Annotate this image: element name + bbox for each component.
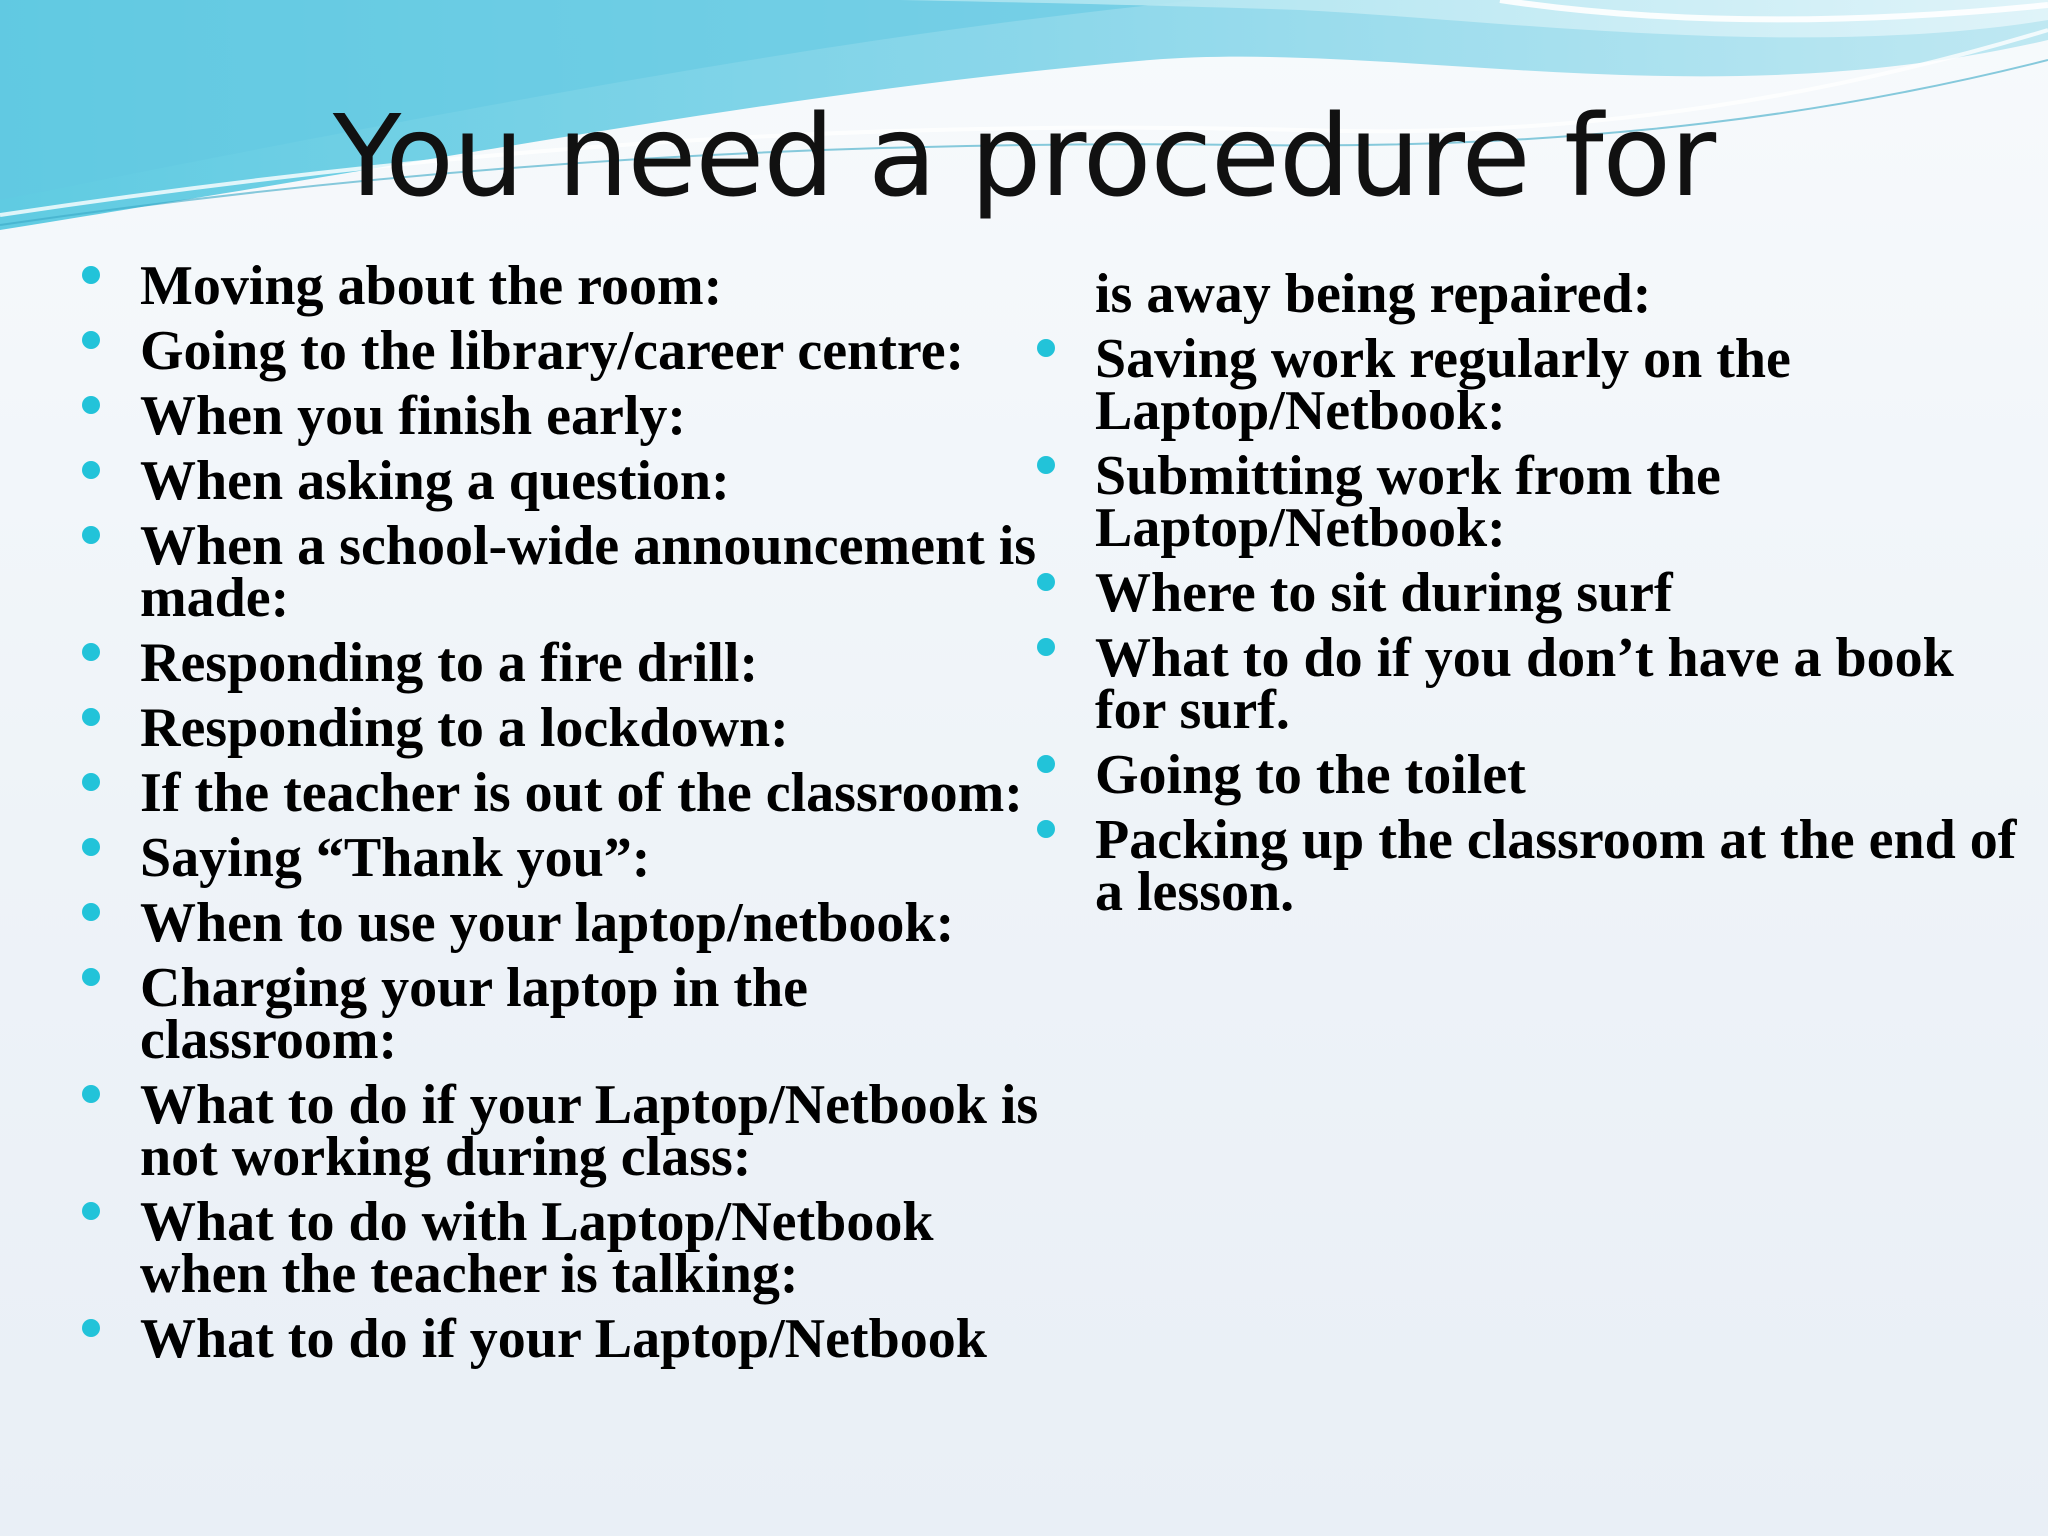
list-item	[80, 255, 1040, 317]
bullet-icon	[80, 522, 104, 546]
list-item-text: When you finish early:	[140, 385, 687, 447]
bullet-icon	[80, 964, 104, 988]
bullet-icon	[80, 769, 104, 793]
list-item-text: What to do if your Laptop/Netbook	[140, 1308, 987, 1370]
list-item-text: What to do with Laptop/Netbook when the teacher is talking:	[140, 1191, 934, 1305]
list-item	[80, 697, 1040, 759]
list-item-text: Charging your laptop in the classroom:	[140, 957, 808, 1071]
list-item	[80, 515, 1040, 629]
list-item-text: When to use your laptop/netbook:	[140, 892, 955, 954]
bullet-icon	[80, 262, 104, 286]
bullet-icon	[80, 1315, 104, 1339]
list-item-text: Saying “Thank you”:	[140, 827, 651, 889]
bullet-icon	[80, 899, 104, 923]
list-item-text: Going to the toilet	[1095, 744, 1526, 806]
list-item-text: If the teacher is out of the classroom:	[140, 762, 1023, 824]
bullet-icon	[80, 639, 104, 663]
list-item-text: Going to the library/career centre:	[140, 320, 965, 382]
list-item-text: What to do if your Laptop/Netbook is not working during class:	[140, 1074, 1039, 1188]
list-item	[80, 1074, 1040, 1188]
list-item-text: Where to sit during surf	[1095, 562, 1673, 624]
bullet-icon	[1035, 816, 1059, 840]
list-item	[80, 1308, 1040, 1370]
list-item-text: When a school-wide announcement is made:	[140, 515, 1037, 629]
bullet-icon	[1035, 751, 1059, 775]
list-item	[1035, 562, 2035, 624]
bullet-icon	[80, 834, 104, 858]
bullet-icon	[80, 327, 104, 351]
list-item-text: Moving about the room:	[140, 255, 723, 317]
list-item	[80, 892, 1040, 954]
right-bullet-list	[1035, 263, 2035, 931]
bullet-icon	[1035, 634, 1059, 658]
list-item	[80, 957, 1040, 1071]
bullet-icon	[80, 704, 104, 728]
list-item-text: Responding to a lockdown:	[140, 697, 789, 759]
list-item	[80, 320, 1040, 382]
list-item-continuation: is away being repaired:	[1095, 263, 1652, 325]
list-item	[80, 632, 1040, 694]
list-item	[1035, 328, 2035, 442]
bullet-icon	[80, 457, 104, 481]
list-item	[80, 385, 1040, 447]
list-item	[1035, 744, 2035, 806]
list-item	[1035, 445, 2035, 559]
list-item	[80, 1191, 1040, 1305]
list-item	[80, 827, 1040, 889]
bullet-icon	[80, 1081, 104, 1105]
list-item-text: Packing up the classroom at the end of a lesson.	[1095, 809, 2017, 923]
bullet-icon	[1035, 569, 1059, 593]
bullet-icon	[80, 392, 104, 416]
slide-title: You need a procedure for	[332, 92, 1716, 222]
list-item	[1035, 627, 2035, 741]
bullet-icon	[1035, 335, 1059, 359]
list-item-text: Responding to a fire drill:	[140, 632, 759, 694]
list-item-text: What to do if you don’t have a book for surf.	[1095, 627, 1954, 741]
list-item-text: When asking a question:	[140, 450, 730, 512]
list-item	[80, 762, 1040, 824]
list-item-text: Submitting work from the Laptop/Netbook:	[1095, 445, 1721, 559]
list-item	[1035, 809, 2035, 923]
list-item	[80, 450, 1040, 512]
left-bullet-list	[80, 255, 1040, 1378]
list-item-text: Saving work regularly on the Laptop/Netbook:	[1095, 328, 1791, 442]
bullet-icon	[80, 1198, 104, 1222]
bullet-icon	[1035, 452, 1059, 476]
